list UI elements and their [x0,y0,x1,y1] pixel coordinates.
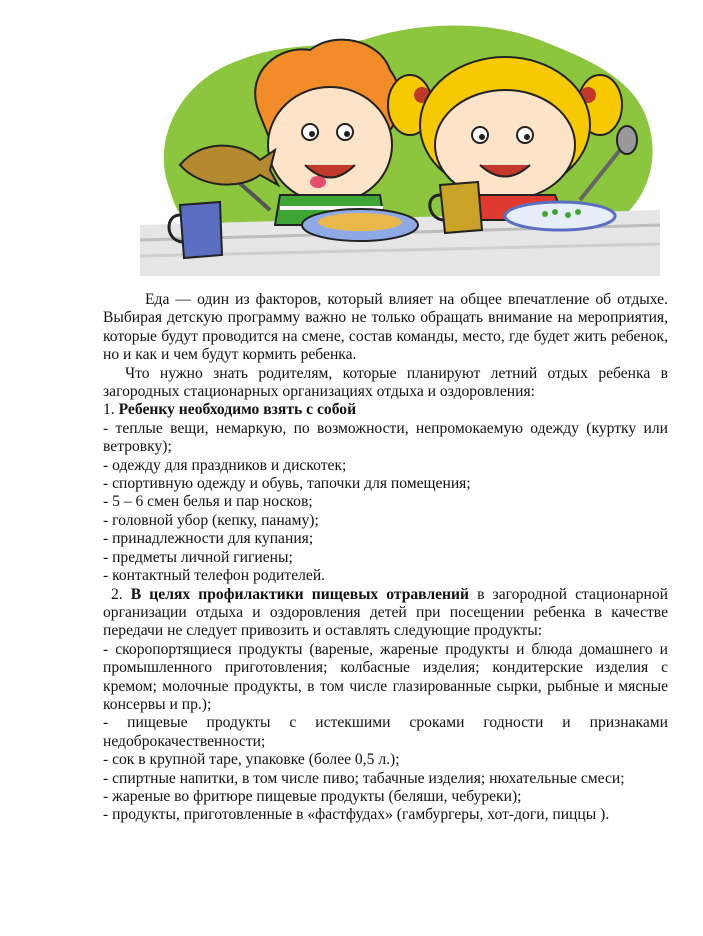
section2-number: 2. [111,585,123,603]
blue-mug [180,202,222,258]
boy-pupil [309,131,315,137]
children-eating-illustration [140,20,660,276]
section2-text: в загородной стационарной организации отдыха и оздоровления детей при посещении ребенка в качестве передачи не следует привозить и оставлять следующие продукты: [103,585,668,640]
girl-pupil [479,134,485,140]
spoon-icon [617,126,637,154]
section1-number: 1. [103,401,115,419]
section2-title: В целях профилактики пищевых отравлений [130,585,470,603]
list-item: - теплые вещи, немаркую, по возможности, непромокаемую одежду (куртку или ветровку); [103,419,668,456]
list-item: - контактный телефон родителей. [103,567,326,585]
peas [575,209,581,215]
list-item: - головной убор (кепку, панаму); [103,511,319,529]
boy-food [318,213,402,231]
boy-face [268,87,392,203]
peas [565,212,571,218]
girl-plate [505,202,615,230]
list-item: - 5 – 6 смен белья и пар носков; [103,493,313,511]
list-item: - одежду для праздников и дискотек; [103,456,347,474]
boy-pupil [344,131,350,137]
section1-heading [103,401,668,419]
yellow-mug [440,182,482,233]
list-item: - принадлежности для купания; [103,530,314,548]
section1-title: Ребенку необходимо взять с собой [118,401,357,419]
boy-tongue [310,176,326,188]
list-item: - жареные во фритюре пищевые продукты (беляши, чебуреки); [103,787,522,805]
list-item: - сок в крупной таре, упаковке (более 0,5 л.); [103,751,400,769]
girl-pupil [524,134,530,140]
list-item: - предметы личной гигиены; [103,548,293,566]
list-item: - спиртные напитки, в том числе пиво; табачные изделия; нюхательные смеси; [103,769,625,787]
list-item: - пищевые продукты с истекшими сроками годности и признаками недоброкачественности; [103,714,668,750]
intro-paragraph: Еда — один из факторов, который влияет на общее впечатление об отдыхе. Выбирая детскую программу важно не только обращать внимание на мероприятия, которые будут проводится на смене, состав команды, место, где будет жить ребенок, но и как и чем будут кормить ребенка. [103,291,668,364]
intro-paragraph-2: Что нужно знать родителям, которые планируют летний отдых ребенка в загородных стационарных организациях отдыха и оздоровления: [103,364,668,401]
peas [552,209,558,215]
article-text [103,291,668,825]
list-item: - скоропортящиеся продукты (вареные, жареные продукты и блюда домашнего и промышленного приготовления; колбасные изделия; кондитерские изделия с кремом; молочные продукты, в том числе глазированные сырки, рыбные и мясные консервы и пр.); [103,640,668,713]
list-item: - продукты, приготовленные в «фастфудах» (гамбургеры, хот-доги, пиццы ). [103,806,610,824]
section2-paragraph [103,586,668,641]
list-item: - спортивную одежду и обувь, тапочки для помещения; [103,475,471,493]
peas [542,211,548,217]
